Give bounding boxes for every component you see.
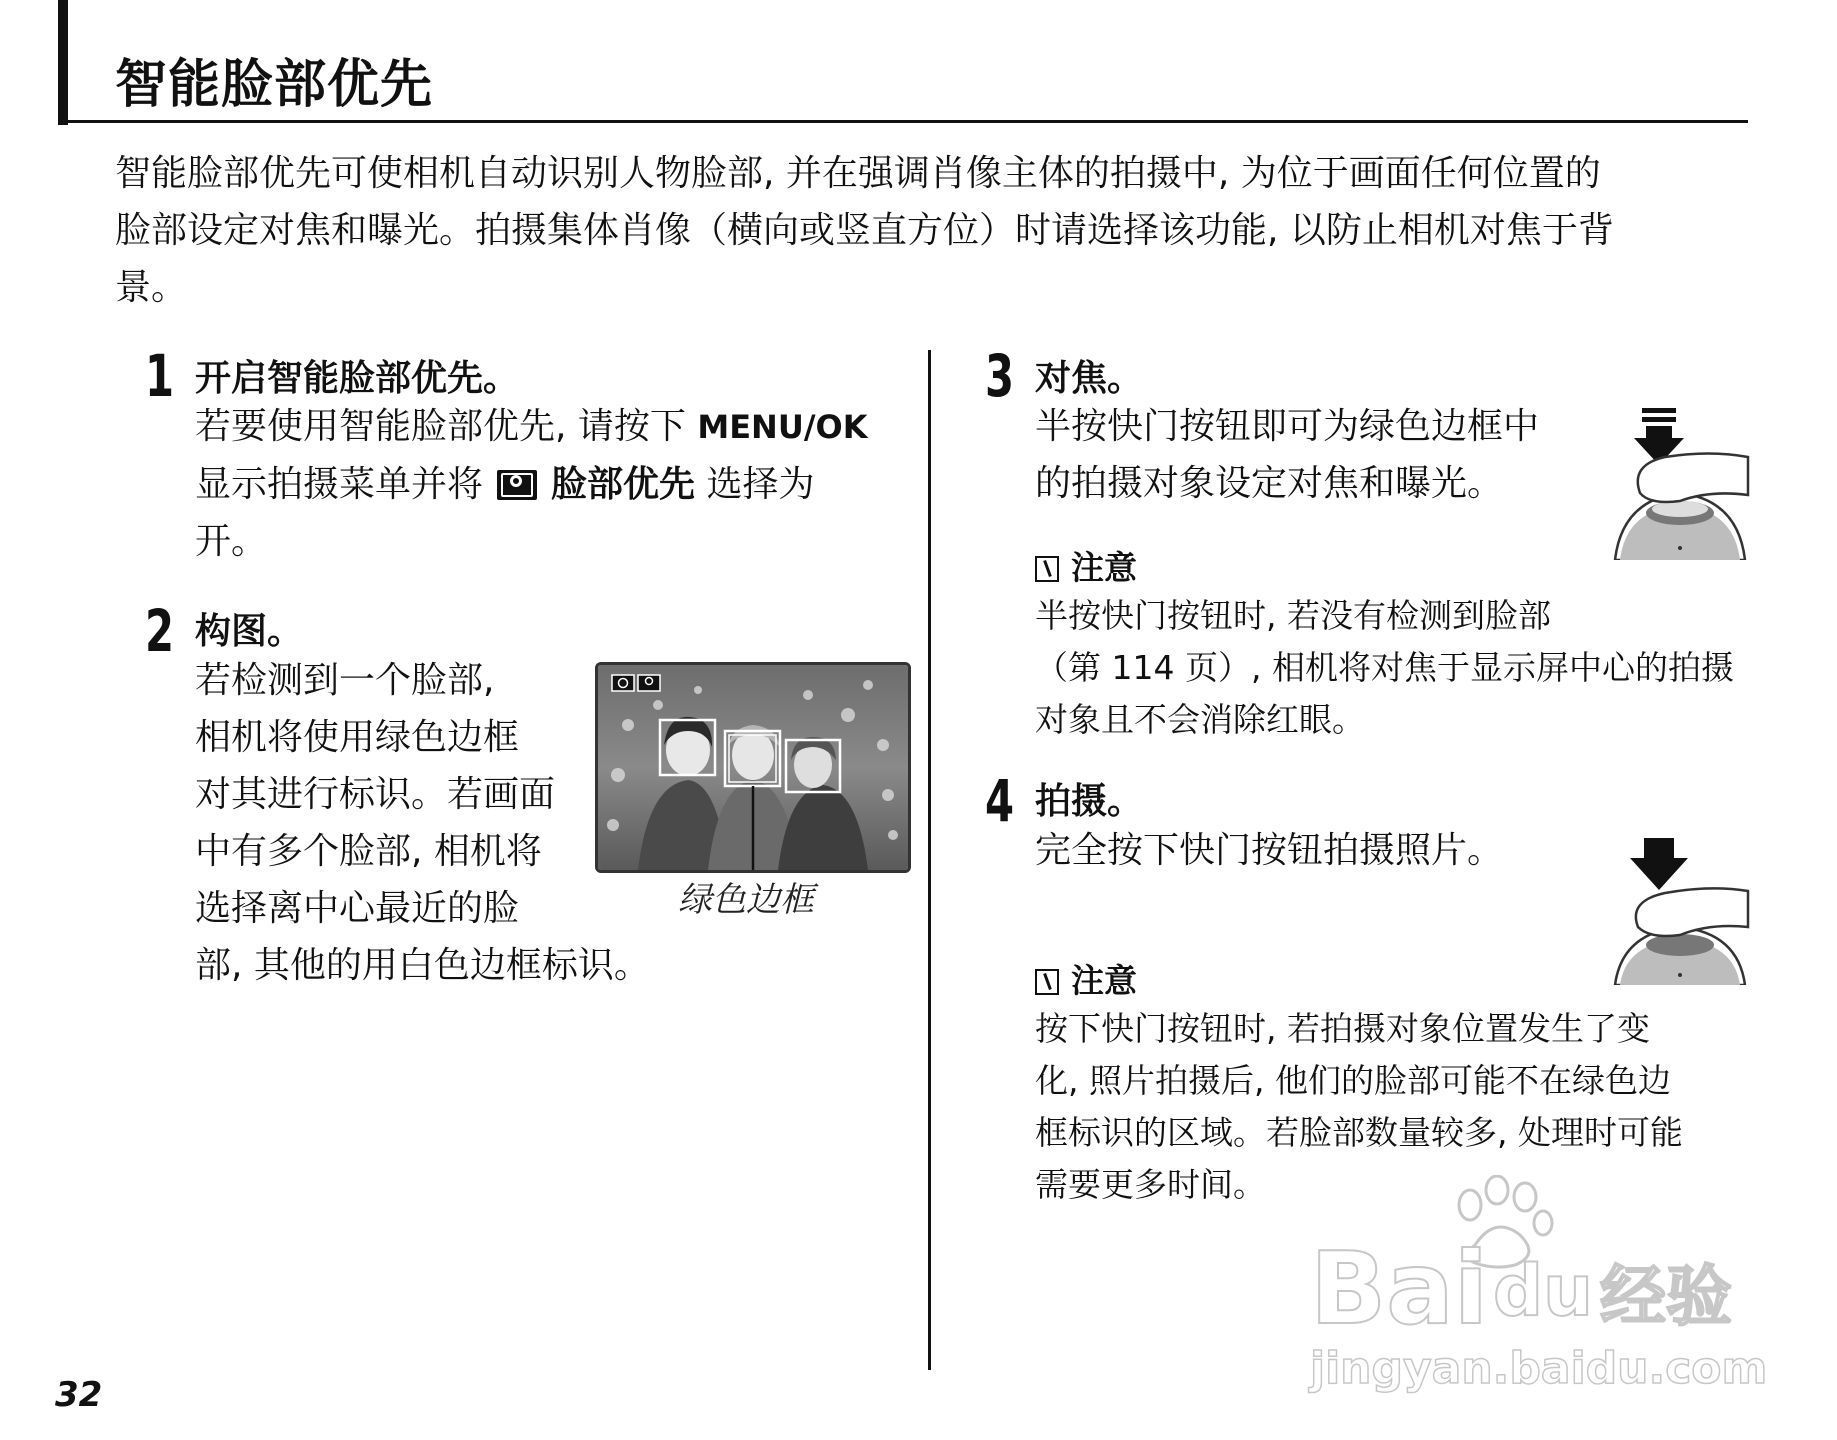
face-priority-label: 脸部优先 [551,464,696,505]
step-title: 拍摄。 [1035,781,1144,822]
step-line: 中有多个脸部, 相机将 [195,831,542,872]
step-number: 3 [985,342,1015,410]
photo-illustration [598,665,908,870]
step-title: 对焦。 [1035,358,1144,399]
note-heading: 注意 [1035,955,1137,1002]
title-bar [58,0,68,125]
step-number: 2 [145,597,175,665]
step-line: 对其进行标识。若画面 [195,774,556,815]
note-line: （第 114 页）, 相机将对焦于显示屏中心的拍摄 [1035,648,1734,687]
note-line: 需要更多时间。 [1035,1165,1266,1204]
note-line: 按下快门按钮时, 若拍摄对象位置发生了变 [1035,1009,1650,1048]
step-line: 部, 其他的用白色边框标识。 [195,945,650,986]
watermark-brand: Bai [1310,1230,1488,1347]
shutter-half-press-icon [1610,405,1750,560]
intro-line: 景。 [115,267,188,308]
watermark-brand-du: du [1493,1250,1593,1332]
page-number: 32 [55,1375,103,1415]
step-line: 显示拍摄菜单并将 脸部优先 选择为 [195,464,815,505]
step-line: 完全按下快门按钮拍摄照片。 [1035,830,1504,871]
step-line: 若检测到一个脸部, [195,660,495,701]
page-title: 智能脸部优先 [115,55,434,115]
step-title: 开启智能脸部优先。 [195,358,520,399]
note-body [1035,590,1734,746]
face-detection-icon [497,470,537,500]
note-pencil-icon [1035,969,1059,995]
step-body [1035,822,1503,879]
step-number: 4 [985,767,1015,835]
step-body [195,652,650,994]
step-line: 半按快门按钮即可为绿色边框中 [1035,406,1540,447]
note-line: 化, 照片拍摄后, 他们的脸部可能不在绿色边 [1035,1061,1671,1100]
step-line: 相机将使用绿色边框 [195,717,520,758]
step-body [1035,398,1539,512]
note-heading: 注意 [1035,542,1137,589]
step-line: 若要使用智能脸部优先, 请按下 MENU/OK [195,406,868,447]
step-number: 1 [145,342,175,410]
note-line: 半按快门按钮时, 若没有检测到脸部 [1035,596,1551,635]
column-divider [928,350,931,1370]
menu-ok-label: MENU/OK [697,408,868,446]
step-line: 开。 [195,521,268,562]
intro-line: 智能脸部优先可使相机自动识别人物脸部, 并在强调肖像主体的拍摄中, 为位于画面任何位置的 [115,153,1601,194]
watermark-url: jingyan.baidu.com [1310,1343,1768,1394]
shutter-full-press-icon [1610,835,1750,985]
step-line: 选择离中心最近的脸 [195,888,520,929]
face-detection-photo [595,662,911,873]
step-body [195,398,868,570]
note-pencil-icon [1035,556,1059,582]
baidu-watermark [1310,1175,1768,1405]
step-line: 的拍摄对象设定对焦和曝光。 [1035,463,1504,504]
note-line: 框标识的区域。若脸部数量较多, 处理时可能 [1035,1113,1683,1152]
photo-caption: 绿色边框 [678,880,814,920]
intro-line: 脸部设定对焦和曝光。拍摄集体肖像（横向或竖直方位）时请选择该功能, 以防止相机对焦于背 [115,210,1614,251]
step-title: 构图。 [195,611,304,652]
intro-paragraph [115,145,1745,316]
watermark-brand-cn: 经验 [1600,1258,1732,1335]
title-rule [58,120,1748,123]
note-line: 对象且不会消除红眼。 [1035,700,1365,739]
